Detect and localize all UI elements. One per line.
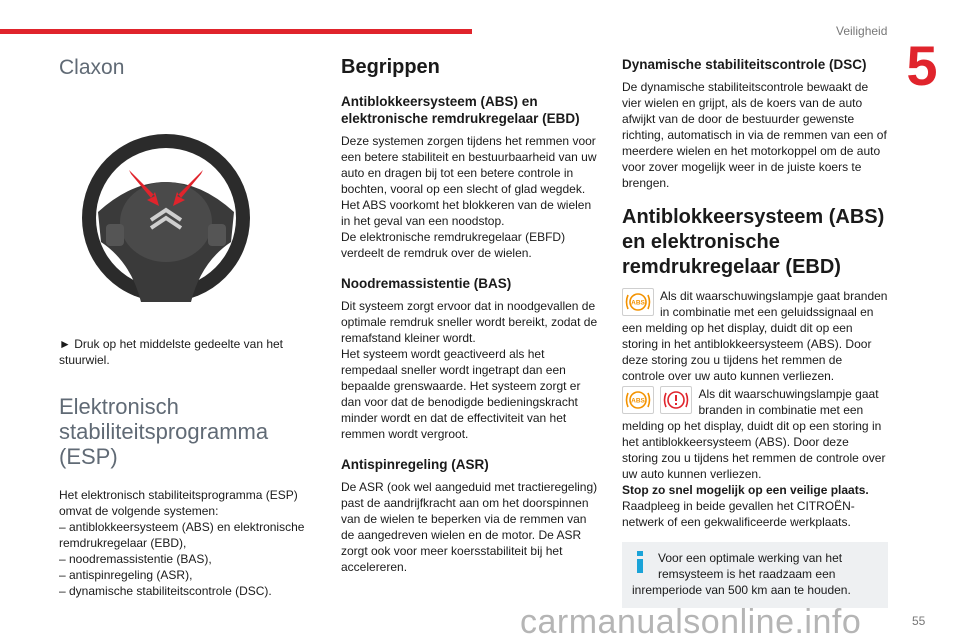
esp-intro: Het elektronisch stabiliteitsprogramma (ESP) omvat de volgende systemen: [59,488,298,518]
dsc-paragraph: De dynamische stabiliteitscontrole bewaakt de vier wielen en grijpt, als de koers van de auto afwijkt van de door de bestuurder gewenste richting, automatisch in via de remmen van een of meerdere wielen en het motorkoppel om de auto voor zover mogelijk weer in de juiste koers te brengen. [622,80,887,190]
steering-wheel-illustration [81,112,251,324]
consult-instruction: Raadpleeg in beide gevallen het CITROËN-netwerk of een gekwalificeerde werkplaats. [622,499,855,529]
esp-item: – antispinregeling (ASR), [59,568,193,582]
svg-text:ABS: ABS [631,299,645,307]
page-number: 55 [912,614,926,628]
esp-title: Elektronisch stabiliteitsprogramma (ESP) [59,394,269,469]
column-middle [341,56,603,575]
chapter-number: 5 [906,34,938,97]
abs-paragraph: Deze systemen zorgen tijdens het remmen voor een betere stabiliteit en bestuurbaarheid van uw auto en dragen bij tot een betere controle in bochten, vooral op een slecht of glad wegdek. [341,134,597,196]
svg-text:ABS: ABS [631,397,645,405]
dsc-subtitle: Dynamische stabiliteitscontrole (DSC) [622,57,867,72]
abs-ebd-title: Antiblokkeersysteem (ABS) en elektronische remdrukregelaar (EBD) [622,206,885,278]
info-text: Voor een optimale werking van het remsysteem is het raadzaam een inremperiode van 500 km aan te houden. [632,551,851,597]
info-icon [632,550,648,574]
abs-subtitle: Antiblokkeersysteem (ABS) en elektronische remdrukregelaar (EBD) [341,94,580,126]
esp-item: – noodremassistentie (BAS), [59,552,212,566]
info-box [622,542,888,608]
column-right [622,56,888,608]
watermark: carmanualsonline.info [520,603,862,641]
esp-item: – dynamische stabiliteitscontrole (DSC). [59,584,272,598]
abs-paragraph: Het ABS voorkomt het blokkeren van de wielen in het geval van een noodstop. [341,198,592,228]
begrippen-title: Begrippen [341,56,440,78]
asr-subtitle: Antispinregeling (ASR) [341,457,489,472]
asr-paragraph: De ASR (ook wel aangeduid met tractieregeling) past de aandrijfkracht aan om het doorspinnen van de wielen te beperken via de remmen van de aangedreven wielen en de motor. De ASR zorgt ook voor meer koersstabiliteit bij het accelereren. [341,480,598,574]
bas-paragraph: Dit systeem zorgt ervoor dat in noodgevallen de optimale remdruk sneller wordt bereikt, zodat de remafstand kleiner wordt. [341,299,598,345]
claxon-title: Claxon [59,56,125,79]
esp-item: – antiblokkeersysteem (ABS) en elektronische remdrukregelaar (EBD), [59,520,305,550]
warning-text-2: Als dit waarschuwingslampje gaat branden in combinatie met een melding op het display, duidt dit op een storing in het antiblokkeersysteem (ABS). Door deze storing zou u tijdens het remmen de controle over uw auto kunnen verliezen. [622,387,886,481]
abs-paragraph: De elektronische remdrukregelaar (EBFD) verdeelt de remdruk over de wielen. [341,230,566,260]
column-left [59,56,311,599]
warning-block-1 [622,288,888,384]
stop-instruction: Stop zo snel mogelijk op een veilige plaats. [622,483,869,497]
abs-warning-icon [622,386,654,414]
bas-paragraph: Het systeem wordt geactiveerd als het rempedaal sneller wordt ingetrapt dan een bepaalde grenswaarde. Het systeem zorgt er dan voor dat de benodigde bedieningskracht minder wordt en dat de effectiviteit van het remmen wordt vergroot. [341,347,581,441]
warning-text-1: Als dit waarschuwingslampje gaat branden in combinatie met een geluidssignaal en een melding op het display, duidt dit op een storing in het antiblokkeersysteem (ABS). Door deze storing zou u tijdens het remmen de controle over uw auto kunnen verliezen. [622,289,888,383]
claxon-instruction: ► Druk op het middelste gedeelte van het stuurwiel. [59,337,284,367]
bas-subtitle: Noodremassistentie (BAS) [341,276,512,291]
top-accent-bar [0,29,472,34]
abs-warning-icon [622,288,654,316]
brake-warning-icon [660,386,692,414]
section-name: Veiligheid [836,24,888,38]
warning-block-2 [622,386,888,482]
